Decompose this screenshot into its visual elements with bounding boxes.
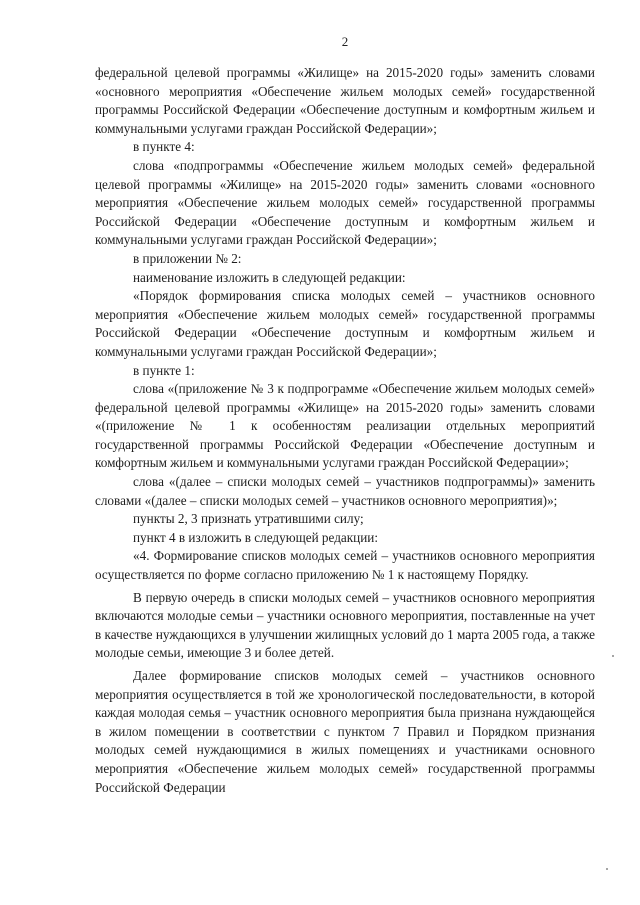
paragraph-continuation: федеральной целевой программы «Жилище» на 2015-2020 годы» заменить словами «основного мероприятия «Обеспечение жильем молодых семей» государственной программы Российской Федерации «Обеспечение доступным и комфортным жильем и коммунальными услугами граждан Российской Федерации»; xyxy=(95,65,595,136)
page-number: 2 xyxy=(341,34,349,49)
paragraph-further-formation: Далее формирование списков молодых семей – участников основного мероприятия осуществляется в той же хронологической последовательности, в которой каждая молодая семья – участник основного мероприятия была признана нуждающейся в жилом помещении в соответствии с пунктом 7 Правил и Порядком признания молодых семей нуждающимися в жилых помещениях и участниками основного мероприятия «Обеспечение жильем молодых семей» государственной программы Российской Федерации xyxy=(95,668,595,795)
scan-speck xyxy=(612,655,614,657)
paragraph-title-edit: наименование изложить в следующей редакции: xyxy=(133,269,406,285)
paragraph-item-1: в пункте 1: xyxy=(133,362,195,378)
scan-speck xyxy=(606,868,608,870)
paragraph-items-2-3: пункты 2, 3 признать утратившими силу; xyxy=(133,511,364,527)
paragraph-words-replace: слова «подпрограммы «Обеспечение жильем молодых семей» федеральной целевой программы «Жилище» на 2015-2020 годы» заменить словами «основного мероприятия «Обеспечение жильем молодых семей» государственной программы Российской Федерации «Обеспечение доступным и комфортным жильем и коммунальными услугами граждан Российской Федерации»; xyxy=(95,157,595,248)
paragraph-item-4-edit: пункт 4 в изложить в следующей редакции: xyxy=(133,529,379,545)
paragraph-order-title: «Порядок формирования списка молодых семей – участников основного мероприятия «Обеспечение жильем молодых семей» государственной программы Российской Федерации «Обеспечение доступным и комфортным жильем и коммунальными услугами граждан Российской Федерации»; xyxy=(95,288,595,359)
paragraph-lists-replace: слова «(далее – списки молодых семей – участников подпрограммы)» заменить словами «(далее – списки молодых семей – участников основного мероприятия)»; xyxy=(95,474,595,508)
paragraph-item-4: в пункте 4: xyxy=(133,139,195,155)
paragraph-first-priority: В первую очередь в списки молодых семей – участников основного мероприятия включаются молодые семьи – участники основного мероприятия, поставленные на учет в качестве нуждающихся в улучшении жилищных условий до 1 марта 2005 года, а также молодые семьи, имеющие 3 и более детей. xyxy=(95,589,595,661)
paragraph-formation: «4. Формирование списков молодых семей – участников основного мероприятия осуществляется по форме согласно приложению № 1 к настоящему Порядку. xyxy=(95,548,595,583)
paragraph-appendix-replace: слова «(приложение № 3 к подпрограмме «Обеспечение жильем молодых семей» федеральной целевой программы «Жилище» на 2015-2020 годы» заменить словами «(приложение № 1 к особенностям реализации отдельных мероприятий государственной программы Российской Федерации «Обеспечение доступным и комфортным жильем и коммунальными услугами граждан Российской Федерации»; xyxy=(95,381,595,471)
document-body xyxy=(95,64,595,797)
paragraph-appendix-2: в приложении № 2: xyxy=(133,250,242,266)
